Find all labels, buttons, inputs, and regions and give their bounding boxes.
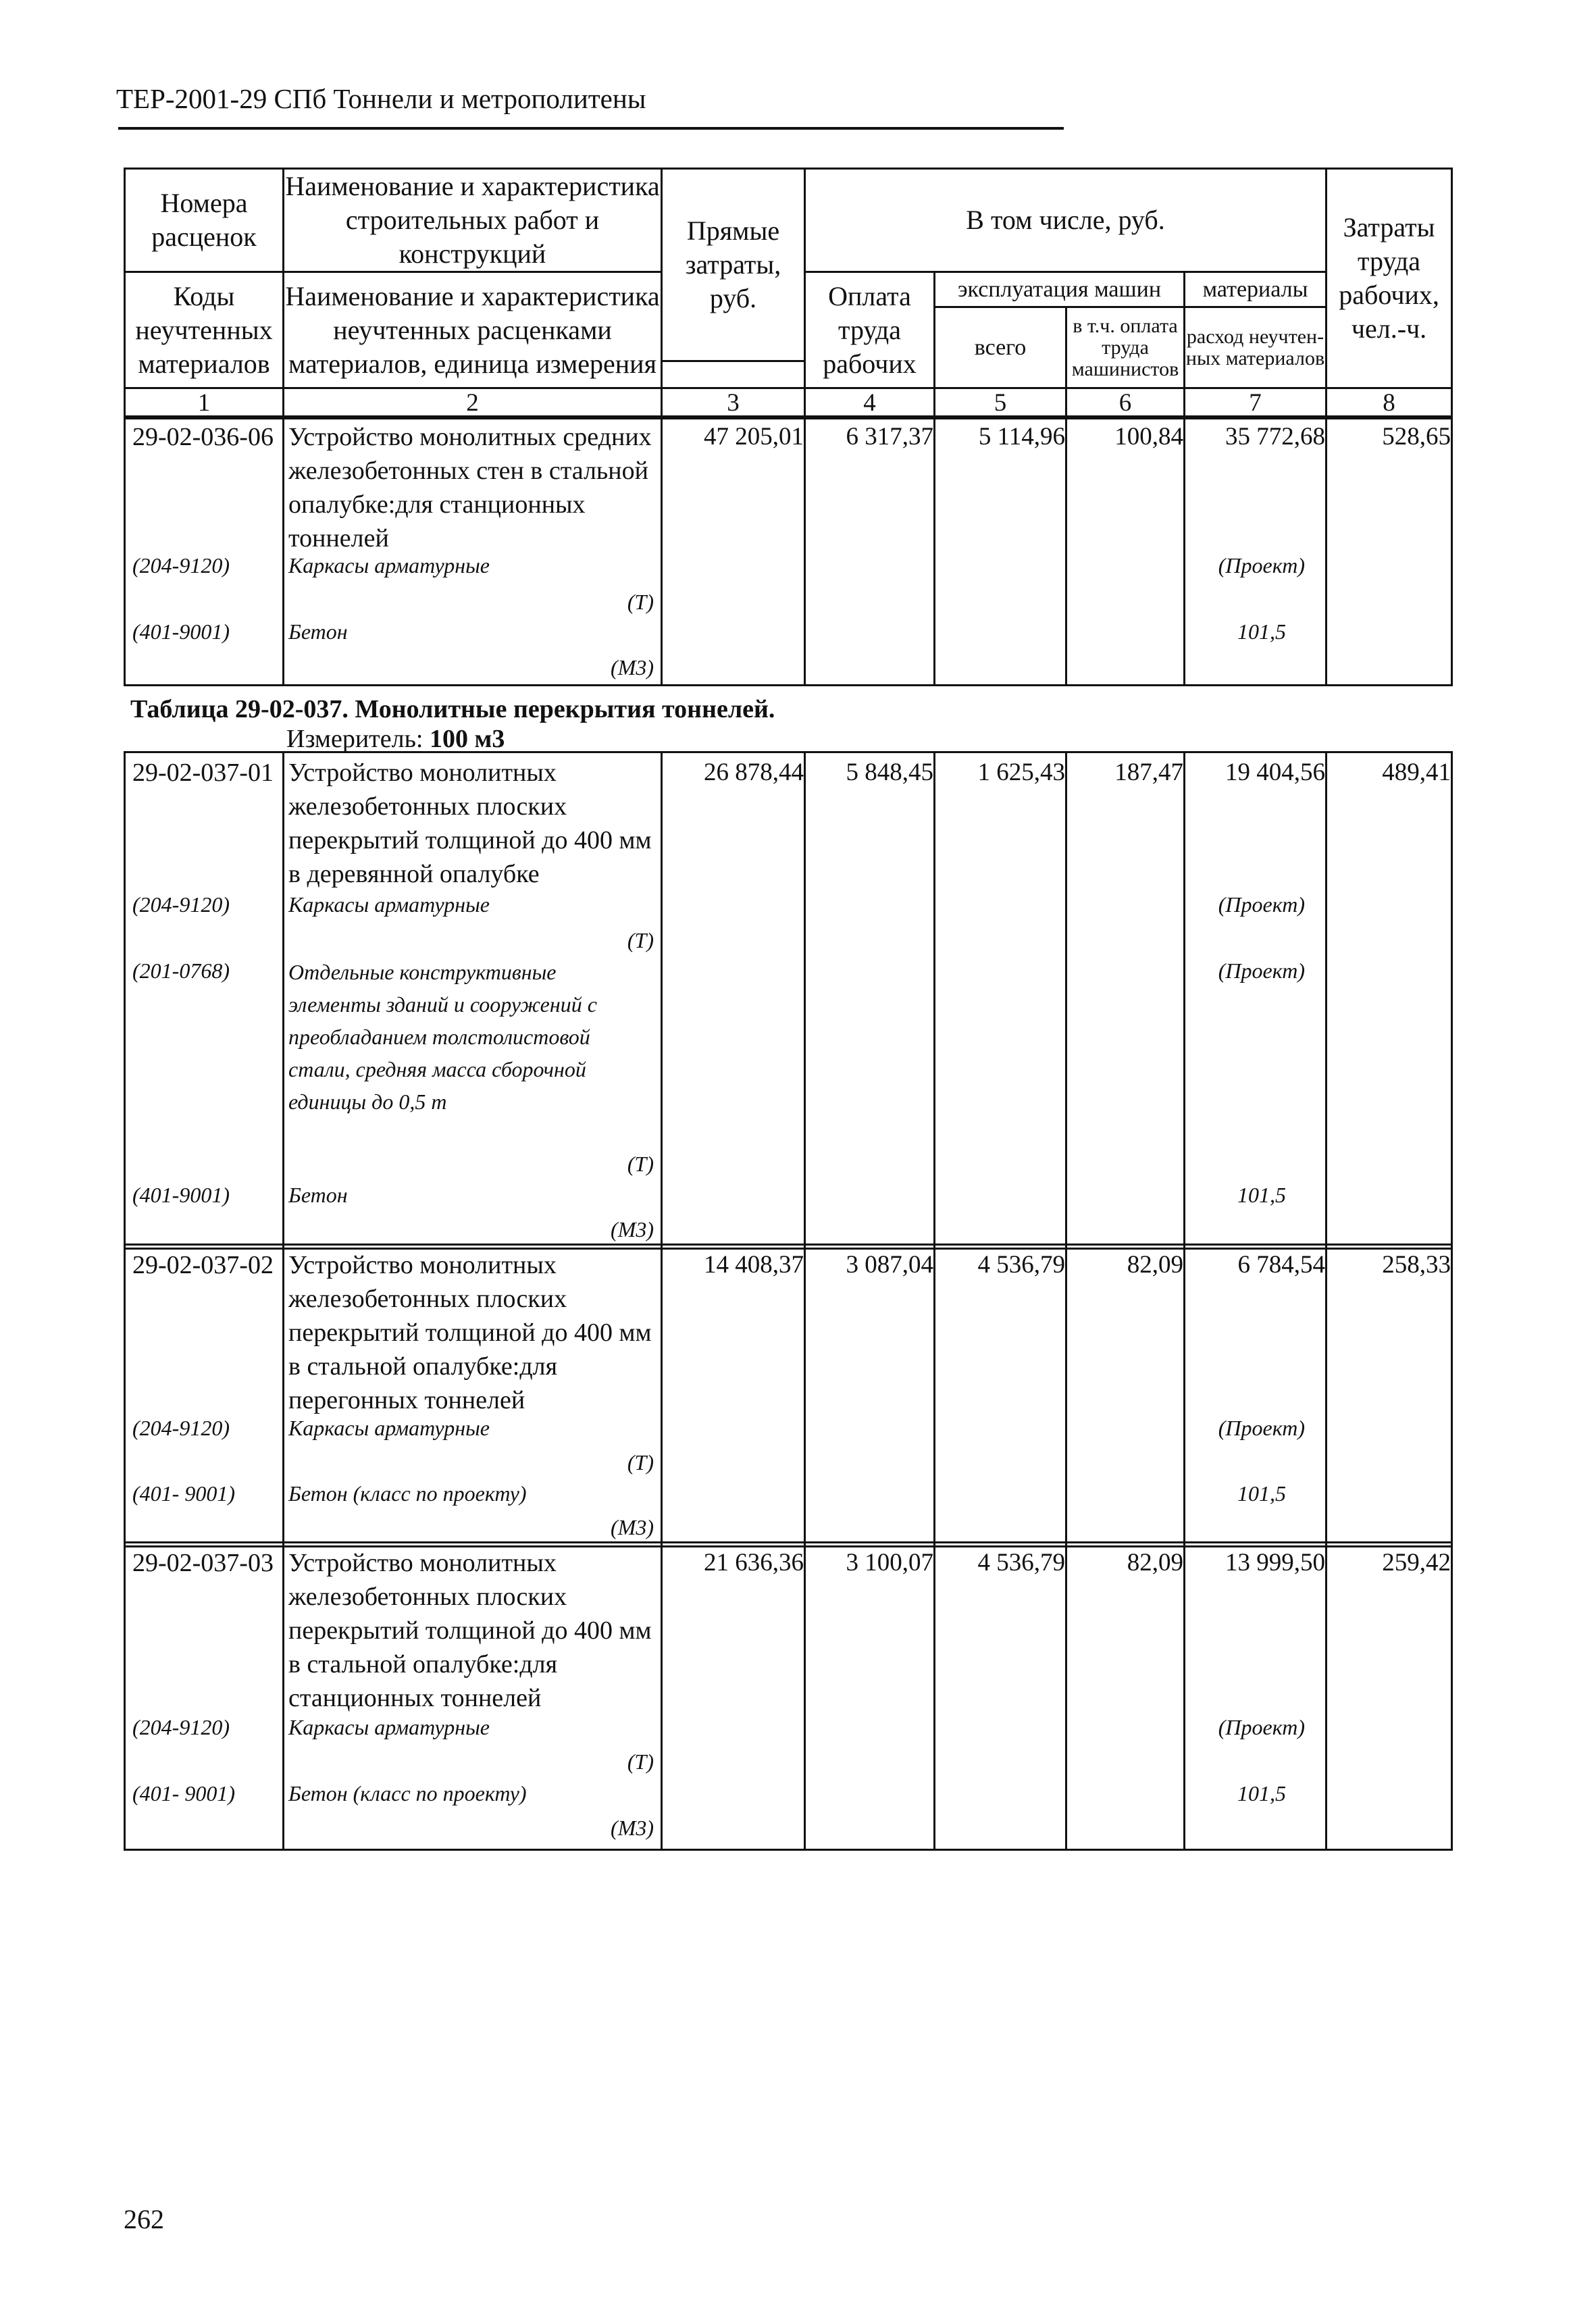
materials-cost xyxy=(1185,1245,1327,1547)
material-unit: (М3) xyxy=(611,655,654,680)
material-amount: (Проект) xyxy=(1218,892,1305,917)
material-amount: (Проект) xyxy=(1218,958,1305,983)
direct-cost xyxy=(662,417,805,686)
material-unit: (М3) xyxy=(611,1515,654,1539)
value: 3 100,07 xyxy=(846,1549,933,1577)
material-code: (204-9120) xyxy=(132,1416,230,1440)
value: 489,41 xyxy=(1382,759,1451,786)
value: 21 636,36 xyxy=(704,1549,804,1577)
table-measure xyxy=(286,724,505,754)
materials-cost xyxy=(1185,1543,1327,1850)
rate-code: 29-02-037-03 xyxy=(132,1549,274,1577)
material-name: Каркасы арматурные xyxy=(288,553,490,578)
column-number: 4 xyxy=(805,388,935,419)
machines-total xyxy=(935,752,1066,1249)
value: 19 404,56 xyxy=(1225,759,1325,786)
header-spacer xyxy=(662,361,805,388)
table-row xyxy=(124,1541,1453,1851)
operator-pay xyxy=(1066,417,1185,686)
worker-pay xyxy=(805,1543,935,1850)
labor-hours xyxy=(1327,1245,1452,1547)
value: 5 848,45 xyxy=(846,759,933,786)
material-unit: (Т) xyxy=(627,1749,654,1774)
page-header: ТЕР-2001-29 СПб Тоннели и метрополитены xyxy=(116,83,646,114)
table-row xyxy=(124,415,1453,686)
header-name-top: Наименование и характеристика строительных работ и конструкций xyxy=(284,169,662,272)
material-amount: (Проект) xyxy=(1218,1416,1305,1440)
value: 6 317,37 xyxy=(846,423,933,451)
header-direct-costs: Прямые затраты, руб. xyxy=(662,169,805,361)
material-unit: (М3) xyxy=(611,1217,654,1241)
header-materials: материалы xyxy=(1185,272,1327,307)
worker-pay xyxy=(805,752,935,1249)
header-operator-pay: в т.ч. оплата труда машинистов xyxy=(1066,307,1185,388)
material-name: Каркасы арматурные xyxy=(288,892,490,917)
materials-cost xyxy=(1185,417,1327,686)
material-amount: 101,5 xyxy=(1237,1183,1286,1207)
column-number: 8 xyxy=(1327,388,1452,419)
value: 258,33 xyxy=(1382,1251,1451,1279)
work-description: Устройство монолитных железобетонных плоских перекрытий толщиной до 400 мм в стальной опалубке:для перегонных тоннелей xyxy=(288,1251,652,1414)
rate-code: 29-02-037-02 xyxy=(132,1251,274,1279)
material-unit: (Т) xyxy=(627,1152,654,1176)
column-number: 3 xyxy=(662,388,805,419)
header-machines-total: всего xyxy=(935,307,1066,388)
value: 3 087,04 xyxy=(846,1251,933,1279)
column-number: 2 xyxy=(284,388,662,419)
machines-total xyxy=(935,1543,1066,1850)
material-unit: (Т) xyxy=(627,1450,654,1475)
material-code: (401-9001) xyxy=(132,1183,230,1207)
material-name: Отдельные конструктивные элементы зданий и сооружений с преобладанием толстолистовой стали, средняя масса сборочной единицы до 0,5 т xyxy=(288,960,597,1114)
header-unaccounted-materials: расход неучтен-ных материалов xyxy=(1185,307,1327,388)
value: 14 408,37 xyxy=(704,1251,804,1279)
material-unit: (Т) xyxy=(627,928,654,952)
material-name: Бетон xyxy=(288,1183,348,1207)
direct-cost xyxy=(662,752,805,1249)
labor-hours xyxy=(1327,1543,1452,1850)
operator-pay xyxy=(1066,752,1185,1249)
material-code: (204-9120) xyxy=(132,892,230,917)
header-codes-top: Номера расценок xyxy=(125,169,284,272)
machines-total xyxy=(935,1245,1066,1547)
table-title: Таблица 29-02-037. Монолитные перекрытия тоннелей. xyxy=(130,695,775,723)
value: 259,42 xyxy=(1382,1549,1451,1577)
material-name: Бетон (класс по проекту) xyxy=(288,1781,527,1805)
material-code: (401- 9001) xyxy=(132,1781,235,1805)
worker-pay xyxy=(805,417,935,686)
material-code: (204-9120) xyxy=(132,1715,230,1739)
measure-label: Измеритель: xyxy=(286,725,423,753)
column-number: 5 xyxy=(935,388,1066,419)
value: 4 536,79 xyxy=(977,1549,1065,1577)
value: 82,09 xyxy=(1127,1549,1183,1577)
value: 26 878,44 xyxy=(704,759,804,786)
material-code: (204-9120) xyxy=(132,553,230,578)
material-name: Бетон xyxy=(288,619,348,644)
operator-pay xyxy=(1066,1543,1185,1850)
header-labor-hours: Затраты труда рабочих, чел.-ч. xyxy=(1327,169,1452,388)
header-codes-bottom: Коды неучтенных материалов xyxy=(125,272,284,388)
header-worker-pay: Оплата труда рабочих xyxy=(805,272,935,388)
material-code: (201-0768) xyxy=(132,958,230,983)
value: 82,09 xyxy=(1127,1251,1183,1279)
labor-hours xyxy=(1327,417,1452,686)
material-amount: (Проект) xyxy=(1218,553,1305,578)
value: 5 114,96 xyxy=(978,423,1065,451)
direct-cost xyxy=(662,1245,805,1547)
rate-code: 29-02-037-01 xyxy=(132,759,274,787)
value: 528,65 xyxy=(1382,423,1451,451)
material-code: (401-9001) xyxy=(132,619,230,644)
material-name: Каркасы арматурные xyxy=(288,1715,490,1739)
value: 47 205,01 xyxy=(704,423,804,451)
table-row xyxy=(124,1244,1453,1547)
header-group: В том числе, руб. xyxy=(805,169,1327,272)
work-description: Устройство монолитных средних железобетонных стен в стальной опалубке:для станционных тоннелей xyxy=(288,423,652,553)
value: 4 536,79 xyxy=(977,1251,1065,1279)
value: 187,47 xyxy=(1114,759,1183,786)
rate-code: 29-02-036-06 xyxy=(132,423,274,451)
value: 35 772,68 xyxy=(1225,423,1325,451)
material-code: (401- 9001) xyxy=(132,1481,235,1506)
header-name-bottom: Наименование и характеристика неучтенных расценками материалов, единица измерения xyxy=(284,272,662,388)
labor-hours xyxy=(1327,752,1452,1249)
material-name: Бетон (класс по проекту) xyxy=(288,1481,527,1506)
material-unit: (М3) xyxy=(611,1816,654,1840)
material-name: Каркасы арматурные xyxy=(288,1416,490,1440)
value: 13 999,50 xyxy=(1225,1549,1325,1577)
table-row xyxy=(124,751,1453,1250)
value: 100,84 xyxy=(1114,423,1183,451)
page-number: 262 xyxy=(124,2204,164,2234)
material-unit: (Т) xyxy=(627,590,654,614)
column-number: 6 xyxy=(1066,388,1185,419)
direct-cost xyxy=(662,1543,805,1850)
column-number: 1 xyxy=(125,388,284,419)
column-header-table xyxy=(124,168,1453,419)
work-description: Устройство монолитных железобетонных плоских перекрытий толщиной до 400 мм в стальной опалубке:для станционных тоннелей xyxy=(288,1549,652,1712)
material-amount: 101,5 xyxy=(1237,1781,1286,1805)
header-rule xyxy=(118,127,1064,130)
material-amount: (Проект) xyxy=(1218,1715,1305,1739)
machines-total xyxy=(935,417,1066,686)
operator-pay xyxy=(1066,1245,1185,1547)
materials-cost xyxy=(1185,752,1327,1249)
work-description: Устройство монолитных железобетонных плоских перекрытий толщиной до 400 мм в деревянной опалубке xyxy=(288,759,652,888)
material-amount: 101,5 xyxy=(1237,619,1286,644)
measure-value: 100 м3 xyxy=(430,725,505,753)
worker-pay xyxy=(805,1245,935,1547)
column-number: 7 xyxy=(1185,388,1327,419)
value: 6 784,54 xyxy=(1237,1251,1325,1279)
value: 1 625,43 xyxy=(977,759,1065,786)
material-amount: 101,5 xyxy=(1237,1481,1286,1506)
header-machines: эксплуатация машин xyxy=(935,272,1185,307)
